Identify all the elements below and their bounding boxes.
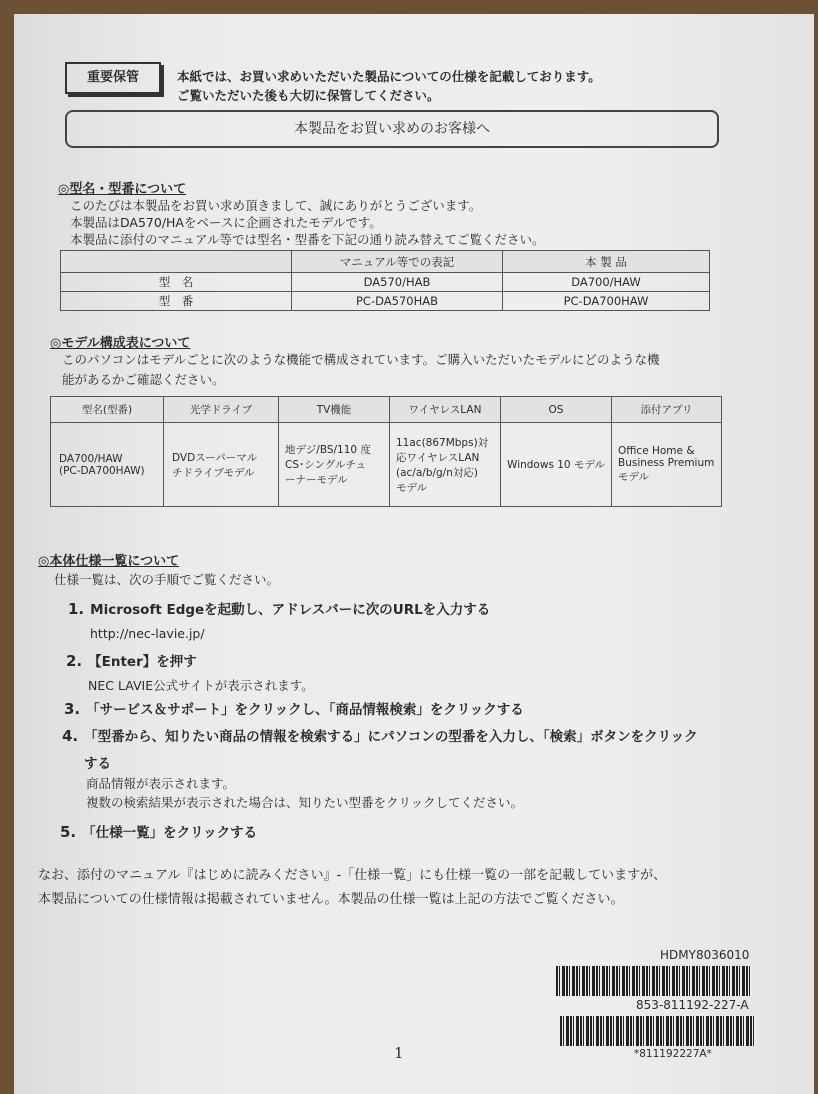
table-row: 型 番 PC-DA570HAB PC-DA700HAW bbox=[61, 292, 710, 311]
barcode-text: *811192227A* bbox=[634, 1048, 712, 1060]
model-name-table: マニュアル等での表記 本 製 品 型 名 DA570/HAB DA700/HAW 型 番 PC-DA570HAB PC-DA700HAW bbox=[60, 250, 710, 311]
step-note: 商品情報が表示されます。 bbox=[86, 776, 236, 791]
section-heading: ◎本体仕様一覧について bbox=[38, 554, 180, 569]
step-2: 2. 【Enter】を押す bbox=[66, 652, 197, 670]
step-note: NEC LAVIE公式サイトが表示されます。 bbox=[88, 678, 314, 693]
step-note: 複数の検索結果が表示された場合は、知りたい型番をクリックしてください。 bbox=[86, 795, 524, 810]
step-1: 1. Microsoft Edgeを起動し、アドレスバーに次のURLを入力する bbox=[68, 600, 491, 618]
step-4-cont: する bbox=[84, 756, 111, 772]
step-4: 4. 「型番から、知りたい商品の情報を検索する」にパソコンの型番を入力し、「検索」ボタンをクリック bbox=[62, 727, 698, 745]
step-5: 5. 「仕様一覧」をクリックする bbox=[60, 823, 258, 841]
notice-line: ご覧いただいた後も大切に保管してください。 bbox=[177, 88, 440, 103]
page-title: 本製品をお買い求めのお客様へ bbox=[65, 110, 719, 148]
part-number: 853-811192-227-A bbox=[636, 998, 749, 1012]
doc-code: HDMY8036010 bbox=[660, 948, 750, 962]
page-number: 1 bbox=[394, 1044, 404, 1062]
note-line: なお、添付のマニュアル『はじめに読みください』-「仕様一覧」にも仕様一覧の一部を記載していますが、 bbox=[38, 868, 667, 883]
barcode bbox=[560, 1016, 756, 1046]
text-line: 仕様一覧は、次の手順でご覧ください。 bbox=[54, 572, 280, 587]
section-heading: ◎モデル構成表について bbox=[50, 336, 191, 351]
section-heading: ◎型名・型番について bbox=[58, 182, 187, 197]
table-row: 型 名 DA570/HAB DA700/HAW bbox=[61, 273, 710, 292]
important-badge: 重要保管 bbox=[65, 62, 161, 94]
document-page bbox=[14, 14, 814, 1094]
step-3: 3. 「サービス＆サポート」をクリックし、「商品情報検索」をクリックする bbox=[64, 700, 524, 718]
text-line: 本製品はDA570/HAをベースに企画されたモデルです。 bbox=[70, 215, 382, 230]
table-row: DA700/HAW (PC-DA700HAW) DVDスーパーマル チドライブモデル 地デジ/BS/110 度 CS･シングルチュ ーナーモデル 11ac(867Mbps)対 応ワイヤレスLAN (ac/a/b/g/n対応) モデル Windows 10 モデル Office Home & Business Premium モデル bbox=[51, 423, 722, 507]
model-config-table: 型名(型番) 光学ドライブ TV機能 ワイヤレスLAN OS 添付アプリ DA700/HAW (PC-DA700HAW) DVDスーパーマル チドライブモデル 地デジ/BS/110 度 CS･シングルチュ ーナーモデル 11ac(867Mbps)対 応ワイヤレスLAN (ac/a/b/g/n対応) モデル Windows 10 モデル Office Home & Business Premium モデル bbox=[50, 396, 722, 507]
notice-line: 本紙では、お買い求めいただいた製品についての仕様を記載しております。 bbox=[177, 69, 601, 84]
barcode bbox=[556, 966, 752, 996]
note-line: 本製品についての仕様情報は掲載されていません。本製品の仕様一覧は上記の方法でご覧ください。 bbox=[38, 892, 624, 907]
text-line: このパソコンはモデルごとに次のような機能で構成されています。ご購入いただいたモデルにどのような機 bbox=[62, 352, 660, 367]
text-line: 本製品に添付のマニュアル等では型名・型番を下記の通り読み替えてご覧ください。 bbox=[70, 232, 545, 247]
text-line: 能があるかご確認ください。 bbox=[62, 372, 225, 387]
url-text: http://nec-lavie.jp/ bbox=[90, 626, 205, 641]
text-line: このたびは本製品をお買い求め頂きまして、誠にありがとうございます。 bbox=[70, 198, 482, 213]
